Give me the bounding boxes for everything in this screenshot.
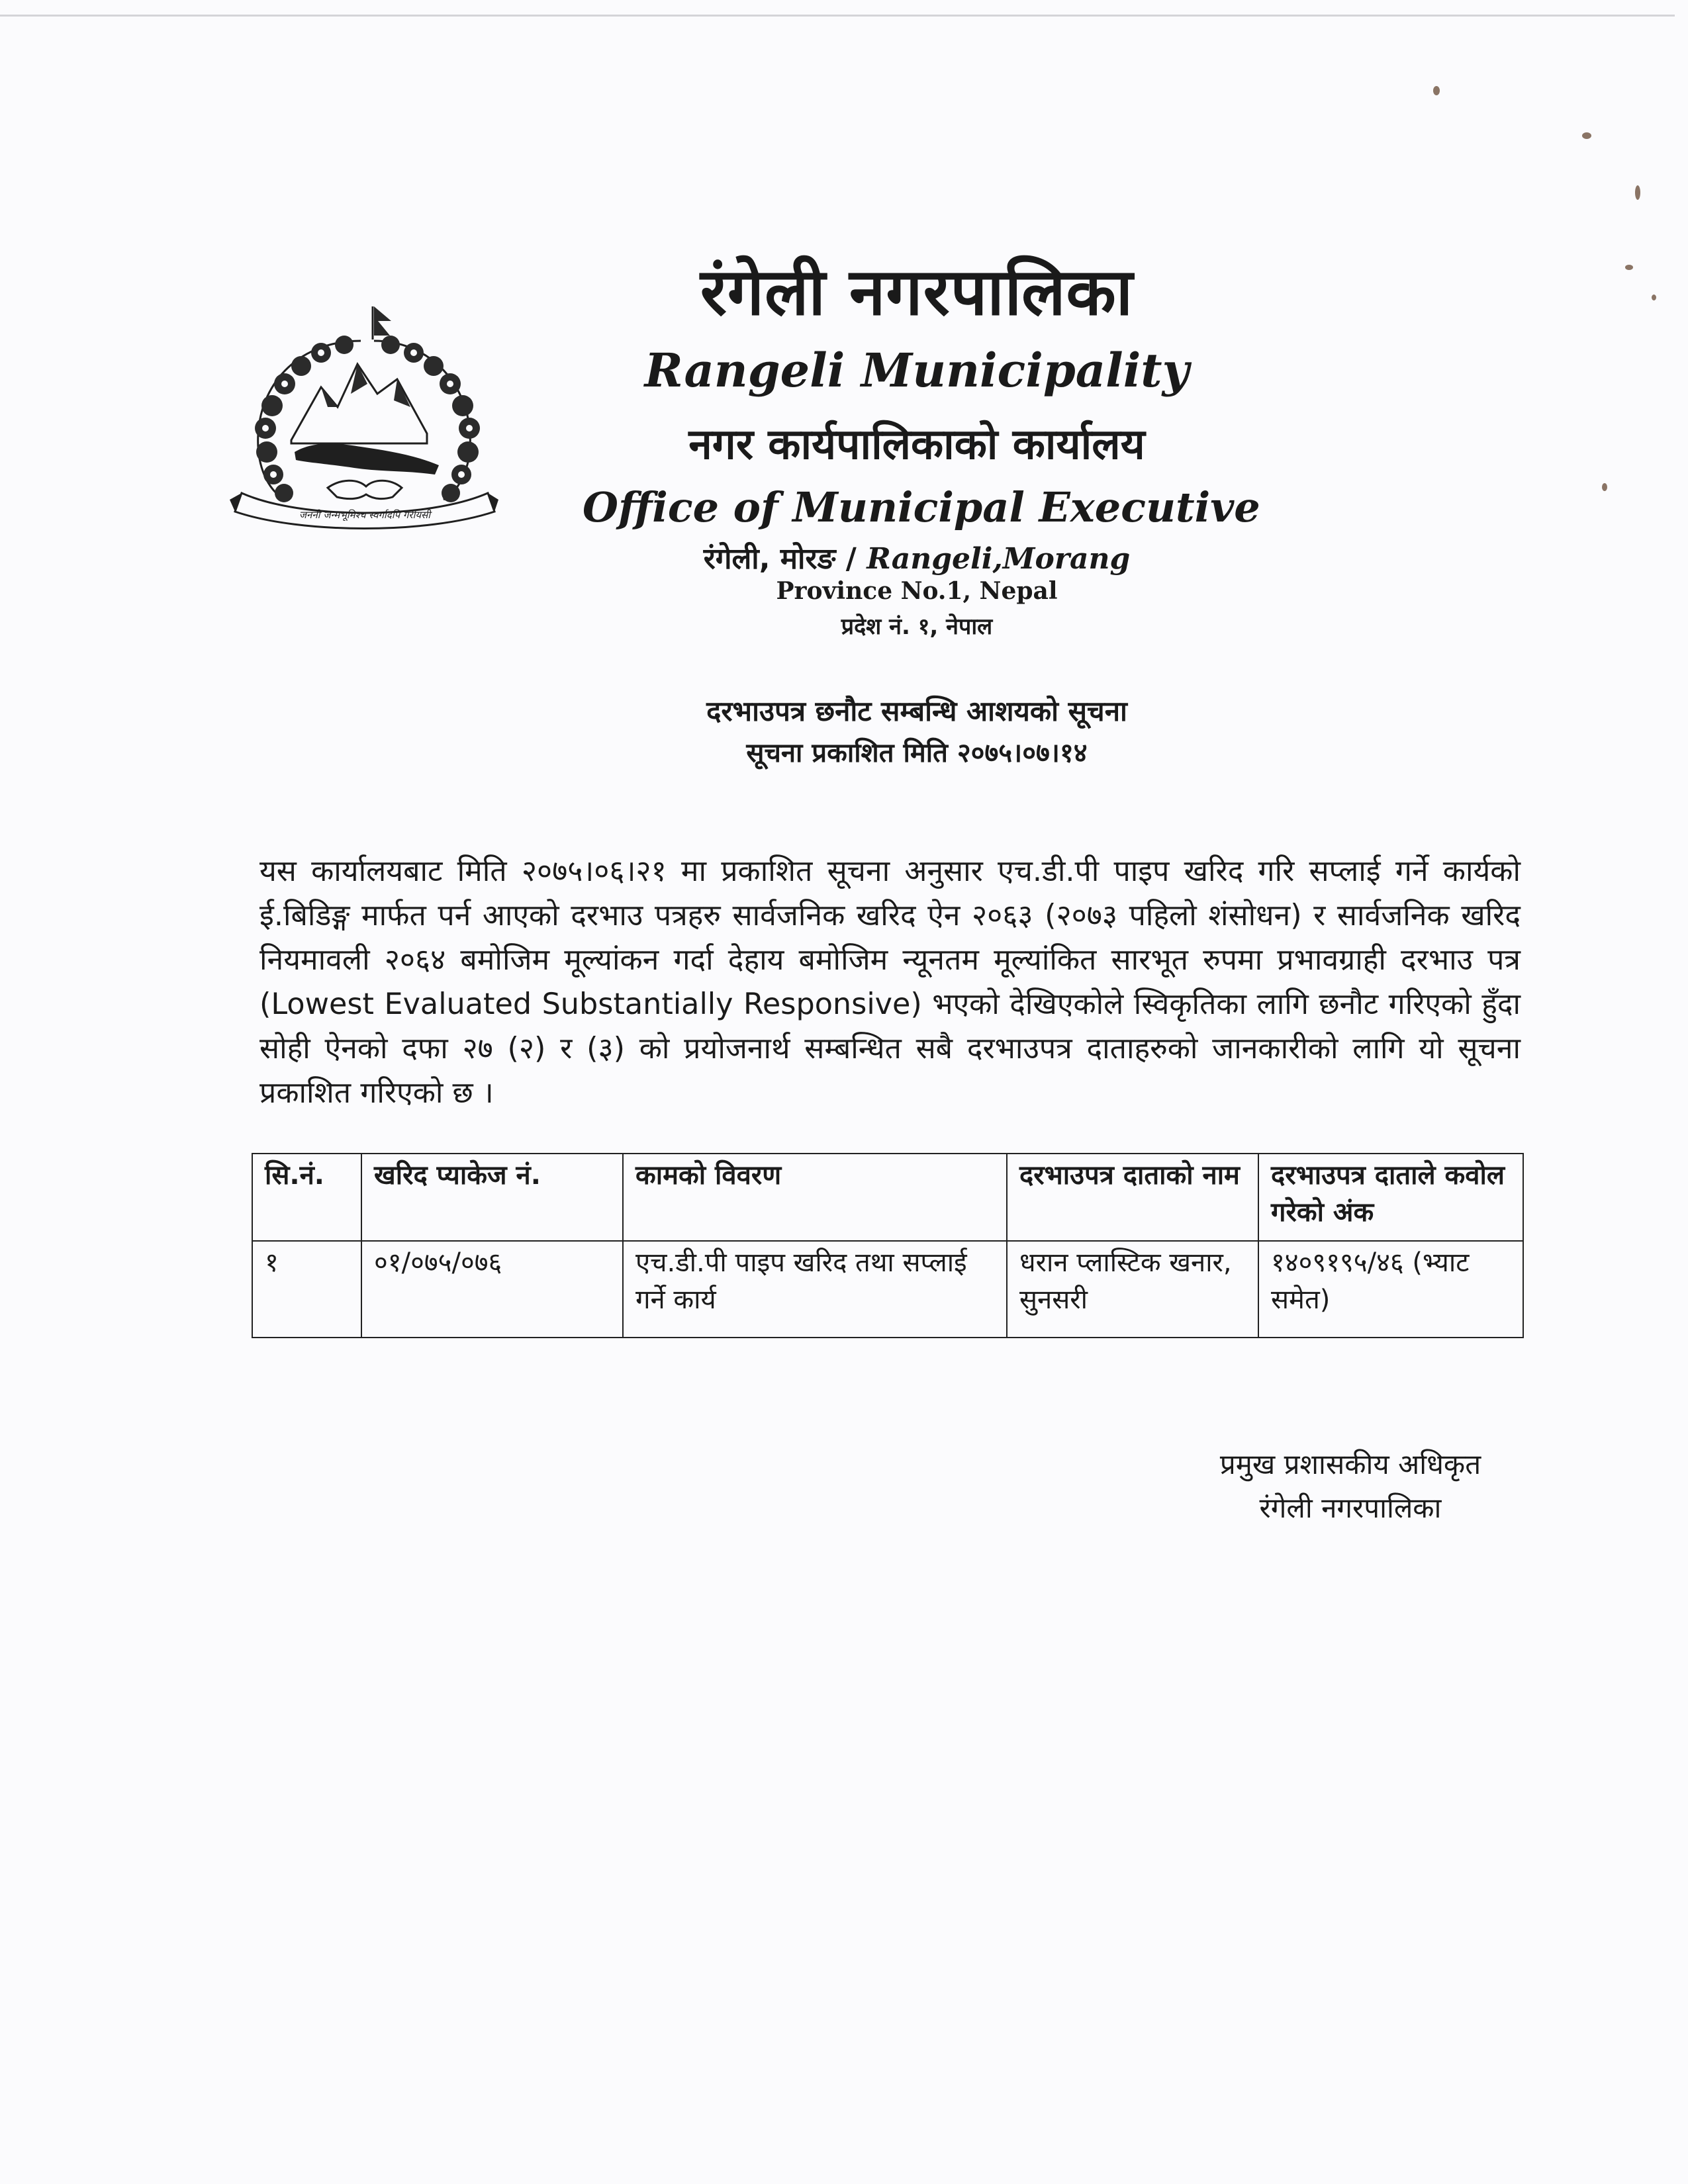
scan-speck [1433,86,1440,95]
emblem-motto: जननी जन्मभूमिश्च स्वर्गादपि गरीयसी [299,509,431,521]
mountain-icon [291,364,427,443]
office-title-np: नगर कार्यपालिकाको कार्यालय [688,420,1145,469]
municipality-title-en: Rangeli Municipality [644,343,1190,398]
header-bid-amount: दरभाउपत्र दाताले कवोल गरेको अंक [1258,1154,1523,1241]
address-np: रंगेली, मोरङ [703,542,836,576]
cell-serial-no: १ [252,1241,361,1338]
nepal-emblem-icon [228,301,500,536]
handshake-icon [328,480,402,498]
scan-speck [1602,483,1607,491]
scan-speck [1652,295,1656,300]
header-bidder-name: दरभाउपत्र दाताको नाम [1007,1154,1258,1241]
cell-bid-amount: १४०९१९५/४६ (भ्याट समेत) [1258,1241,1523,1338]
signatory-office: रंगेली नगरपालिका [1259,1492,1442,1524]
cell-work-description: एच.डी.पी पाइप खरिद तथा सप्लाई गर्ने कार्य [623,1241,1007,1338]
scan-speck [1625,265,1633,270]
cell-bidder-name: धरान प्लास्टिक खनार, सुनसरी [1007,1241,1258,1338]
signature-block [1178,1443,1523,1530]
map-icon [295,443,439,475]
notice-body-paragraph: यस कार्यालयबाट मिति २०७५।०६।२१ मा प्रकाशित सूचना अनुसार एच.डी.पी पाइप खरिद गरि सप्लाई गर्ने कार्यको ई.बिडिङ्ग मार्फत पर्न आएको दरभाउ पत्रहरु सार्वजनिक खरिद ऐन २०६३ (२०७३ पहिलो शंसोधन) र सार्वजनिक खरिद नियमावली २०६४ बमोजिम मूल्यांकन गर्दा देहाय बमोजिम न्यूनतम मूल्यांकित सारभूत रुपमा प्रभावग्राही दरभाउ पत्र (Lowest Evaluated Substantially Responsive) भएको देखिएकोले स्विकृतिका लागि छनौट गरिएको हुँदा सोही ऐनको दफा २७ (२) र (३) को प्रयोजनार्थ सम्बन्धित सबै दरभाउपत्र दाताहरुको जानकारीको लागि यो सूचना प्रकाशित गरिएको छ । [259,854,1521,1110]
notice-published-date: सूचना प्रकाशित मिति २०७५।०७।१४ [746,738,1088,768]
address-separator: / [835,542,867,576]
address-line [583,537,1251,577]
table-row [252,1241,1523,1338]
province-np: प्रदेश नं. १, नेपाल [841,614,993,640]
office-title-en: Office of Municipal Executive [583,483,1260,531]
header-serial-no: सि.नं. [252,1154,361,1241]
header-package-no: खरिद प्याकेज नं. [361,1154,623,1241]
flag-icon [373,306,391,340]
province-en: Province No.1, Nepal [776,577,1058,605]
address-en: Rangeli,Morang [867,542,1131,576]
bid-result-table [252,1153,1524,1338]
table-header-row [252,1154,1523,1241]
municipality-title-np: रंगेली नगरपालिका [700,255,1134,330]
scan-top-edge [0,15,1675,17]
cell-package-no: ०१/०७५/०७६ [361,1241,623,1338]
scan-speck [1582,132,1591,139]
notice-title: दरभाउपत्र छनौट सम्बन्धि आशयको सूचना [706,695,1127,727]
header-work-description: कामको विवरण [623,1154,1007,1241]
scan-speck [1635,185,1640,200]
signatory-designation: प्रमुख प्रशासकीय अधिकृत [1219,1448,1481,1480]
